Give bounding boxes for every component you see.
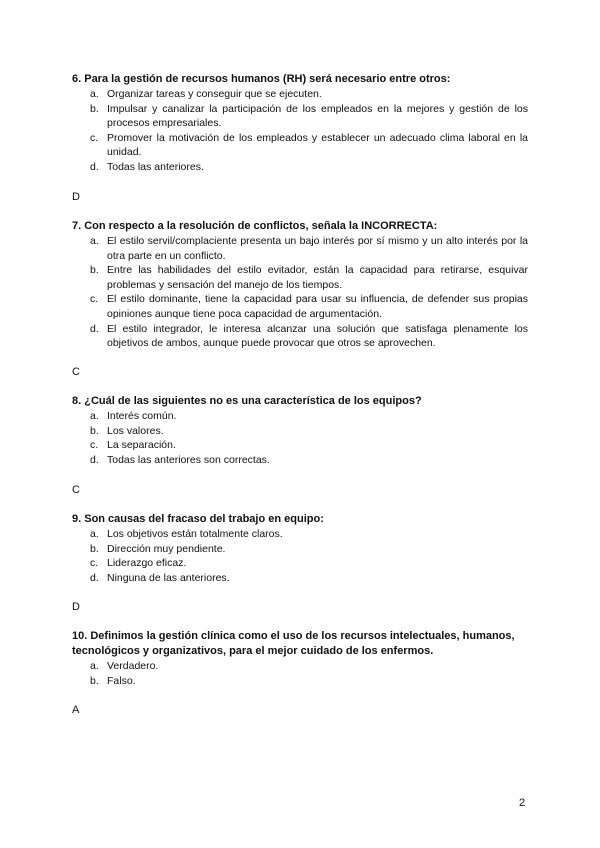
- option-letter: c.: [90, 557, 99, 570]
- option-b: [72, 424, 528, 439]
- option-letter: a.: [90, 88, 99, 100]
- option-letter: a.: [90, 410, 99, 422]
- options-list: [72, 527, 528, 585]
- option-text: Interés común.: [107, 410, 177, 422]
- option-d: [72, 322, 528, 351]
- option-a: [72, 527, 528, 542]
- option-letter: b.: [90, 264, 99, 277]
- question-title: 7. Con respecto a la resolución de conflictos, señala la INCORRECTA:: [72, 220, 438, 232]
- answer-7: C: [72, 366, 80, 378]
- page-number: 2: [519, 797, 526, 809]
- option-a: [72, 659, 528, 674]
- option-text: Verdadero.: [107, 660, 159, 672]
- option-letter: d.: [90, 571, 99, 584]
- question-title: 10. Definimos la gestión clínica como el uso de los recursos intelectuales, humanos, tecnológicos y organizativos, para el mejor cuidado de los enfermos.: [72, 630, 515, 657]
- option-letter: b.: [90, 674, 99, 687]
- option-text: Ninguna de las anteriores.: [107, 571, 230, 584]
- option-letter: c.: [90, 293, 99, 306]
- options-list: [72, 87, 528, 175]
- option-text: Todas las anteriores.: [107, 160, 204, 173]
- question-7: [72, 219, 528, 351]
- option-letter: a.: [90, 528, 99, 540]
- option-text: Los valores.: [107, 424, 164, 437]
- option-d: [72, 160, 528, 175]
- options-list: [72, 409, 528, 467]
- option-letter: b.: [90, 424, 99, 437]
- answer-8: C: [72, 484, 80, 496]
- option-text: El estilo dominante, tiene la capacidad para usar su influencia, de defender sus propias opiniones aunque tiene poca capacidad de argumentación.: [107, 293, 528, 320]
- option-letter: b.: [90, 542, 99, 555]
- option-letter: b.: [90, 102, 99, 115]
- option-letter: d.: [90, 160, 99, 173]
- option-letter: c.: [90, 131, 99, 144]
- answer-6: D: [72, 191, 80, 203]
- option-d: [72, 571, 528, 586]
- answer-10: A: [72, 704, 80, 716]
- option-letter: d.: [90, 322, 99, 335]
- question-title: 6. Para la gestión de recursos humanos (RH) será necesario entre otros:: [72, 73, 451, 85]
- answer-9: D: [72, 601, 80, 613]
- question-6: [72, 72, 528, 175]
- question-9: [72, 512, 528, 585]
- question-10: [72, 629, 528, 688]
- question-8: [72, 394, 528, 467]
- option-c: [72, 556, 528, 571]
- option-text: Promover la motivación de los empleados y establecer un adecuado clima laboral en la unidad.: [107, 131, 528, 159]
- option-letter: c.: [90, 439, 99, 452]
- option-text: Los objetivos están totalmente claros.: [107, 528, 283, 540]
- options-list: [72, 234, 528, 351]
- option-b: [72, 542, 528, 557]
- option-c: [72, 292, 528, 321]
- option-b: [72, 102, 528, 131]
- option-text: La separación.: [107, 439, 176, 452]
- option-text: Impulsar y canalizar la participación de los empleados en la mejores y gestión de los procesos empresariales.: [107, 102, 528, 130]
- option-text: Falso.: [107, 674, 136, 687]
- option-text: Todas las anteriores son correctas.: [107, 453, 270, 466]
- option-a: [72, 87, 528, 102]
- option-letter: d.: [90, 453, 99, 466]
- option-text: Liderazgo eficaz.: [107, 557, 187, 570]
- option-text: Dirección muy pendiente.: [107, 542, 226, 555]
- option-letter: a.: [90, 660, 99, 672]
- option-text: El estilo integrador, le interesa alcanzar una solución que satisfaga plenamente los objetivos de ambos, aunque puede provocar que otros se aprovechen.: [107, 322, 528, 350]
- option-d: [72, 453, 528, 468]
- question-title: 8. ¿Cuál de las siguientes no es una característica de los equipos?: [72, 395, 422, 407]
- option-letter: a.: [90, 235, 99, 247]
- option-a: [72, 409, 528, 424]
- option-b: [72, 263, 528, 292]
- question-title: 9. Son causas del fracaso del trabajo en equipo:: [72, 513, 324, 525]
- option-text: Organizar tareas y conseguir que se ejecuten.: [107, 88, 322, 100]
- options-list: [72, 659, 528, 688]
- option-b: [72, 674, 528, 689]
- option-c: [72, 438, 528, 453]
- option-a: [72, 234, 528, 263]
- option-text: El estilo servil/complaciente presenta un bajo interés por sí mismo y un alto interés por la otra parte en un conflicto.: [107, 235, 528, 262]
- option-text: Entre las habilidades del estilo evitador, están la capacidad para retirarse, esquivar problemas y sensación del manejo de los tiempos.: [107, 264, 528, 291]
- option-c: [72, 131, 528, 160]
